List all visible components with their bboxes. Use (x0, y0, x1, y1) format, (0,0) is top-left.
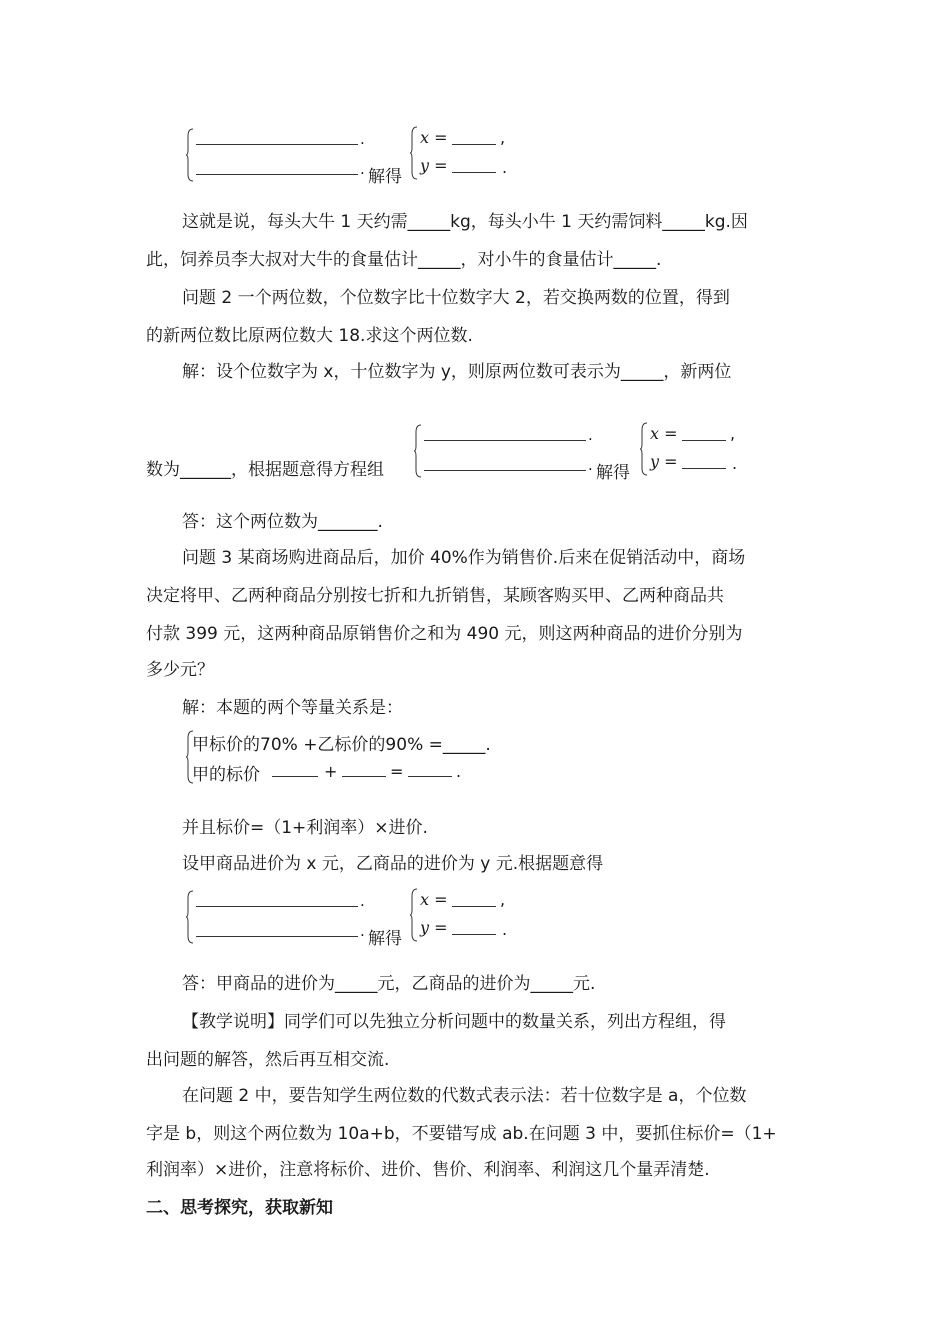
note-line: 并且标价=（1+利润率）×进价. (182, 818, 428, 838)
left-brace-icon (186, 890, 194, 938)
section-heading: 二、思考探究，获取新知 (146, 1198, 333, 1218)
teaching-note-line: 【教学说明】同学们可以先独立分析问题中的数量关系，列出方程组，得 (182, 1012, 726, 1032)
relation-system (186, 730, 526, 786)
solution-system-1 (410, 126, 530, 182)
equation-blank (196, 158, 358, 175)
solve-label: 解得 (368, 167, 402, 187)
left-brace-icon (410, 126, 418, 174)
problem-3-line: 决定将甲、乙两种商品分别按七折和九折销售，某顾客购买甲、乙两种商品共 (146, 586, 724, 606)
equation-blank (196, 890, 358, 907)
equation-dot: . (360, 892, 365, 910)
problem-3-line: 付款 399 元，这两种商品原销售价之和为 490 元，则这两种商品的进价分别为 (146, 624, 743, 644)
x-blank (682, 424, 726, 441)
y-blank (452, 156, 496, 173)
answer-line: 答：甲商品的进价为_____元，乙商品的进价为_____元. (182, 974, 596, 994)
teaching-note-line: 出问题的解答，然后再互相交流. (146, 1050, 390, 1070)
y-label: y = (420, 918, 448, 937)
x-label: x = (420, 890, 448, 909)
equation-dot: . (360, 130, 365, 148)
solution-line: 解：设个位数字为 x，十位数字为 y，则原两位数可表示为_____，新两位 (182, 362, 732, 382)
answer-line: 答：这个两位数为_______. (182, 512, 383, 532)
left-brace-icon (410, 888, 418, 936)
dot: . (502, 158, 508, 177)
equation-blank (196, 128, 358, 145)
y-blank (682, 452, 726, 469)
paragraph-line: 此，饲养员李大叔对大牛的食量估计_____，对小牛的食量估计_____. (146, 250, 662, 270)
relation-blank (342, 760, 386, 777)
comma: , (500, 128, 506, 147)
x-blank (452, 890, 496, 907)
paragraph-line: 这就是说，每头大牛 1 天约需_____kg，每头小牛 1 天约需饲料_____kg.因 (182, 212, 748, 232)
solution-system-3 (410, 888, 530, 944)
x-blank (452, 128, 496, 145)
comma: , (730, 424, 736, 443)
relation-1: 甲标价的70% +乙标价的90% =_____. (192, 735, 491, 755)
problem-3-line: 问题 3 某商场购进商品后，加价 40%作为销售价.后来在促销活动中，商场 (182, 548, 746, 568)
dot: . (456, 762, 462, 781)
relation-2-label: 甲的标价 (192, 765, 260, 785)
y-label: y = (650, 452, 678, 471)
equation-dot: . (588, 426, 593, 444)
comma: , (500, 890, 506, 909)
equation-dot: . (360, 160, 365, 178)
problem-2-line: 问题 2 一个两位数，个位数字比十位数字大 2，若交换两数的位置，得到 (182, 288, 730, 308)
y-label: y = (420, 156, 448, 175)
equation-blank (424, 454, 586, 471)
solve-label: 解得 (368, 929, 402, 949)
equation-dot: . (588, 456, 593, 474)
equals-sign: = (390, 762, 404, 781)
x-label: x = (420, 128, 448, 147)
teaching-note-line: 在问题 2 中，要告知学生两位数的代数式表示法：若十位数字是 a，个位数 (182, 1086, 747, 1106)
relation-blank (272, 760, 318, 777)
x-label: x = (650, 424, 678, 443)
teaching-note-line: 字是 b，则这个两位数为 10a+b，不要错写成 ab.在问题 3 中，要抓住标价=（1+ (146, 1124, 777, 1144)
problem-3-line: 多少元？ (146, 660, 214, 680)
teaching-note-line: 利润率）×进价，注意将标价、进价、售价、利润率、利润这几个量弄清楚. (146, 1160, 710, 1180)
equation-blank (196, 920, 358, 937)
plus-sign: + (324, 762, 338, 781)
solution-line: 数为______，根据题意得方程组 (146, 460, 384, 480)
dot: . (502, 920, 508, 939)
solution-system-2 (640, 422, 760, 478)
left-brace-icon (414, 424, 422, 472)
y-blank (452, 918, 496, 935)
left-brace-icon (640, 422, 648, 470)
equation-blank (424, 424, 586, 441)
setup-line: 设甲商品进价为 x 元，乙商品的进价为 y 元.根据题意得 (182, 854, 604, 874)
equation-dot: . (360, 922, 365, 940)
problem-2-line: 的新两位数比原两位数大 18.求这个两位数. (146, 326, 473, 346)
dot: . (732, 454, 738, 473)
left-brace-icon (186, 128, 194, 176)
relation-blank (408, 760, 452, 777)
solve-label: 解得 (596, 463, 630, 483)
solution-line: 解：本题的两个等量关系是： (182, 698, 403, 718)
